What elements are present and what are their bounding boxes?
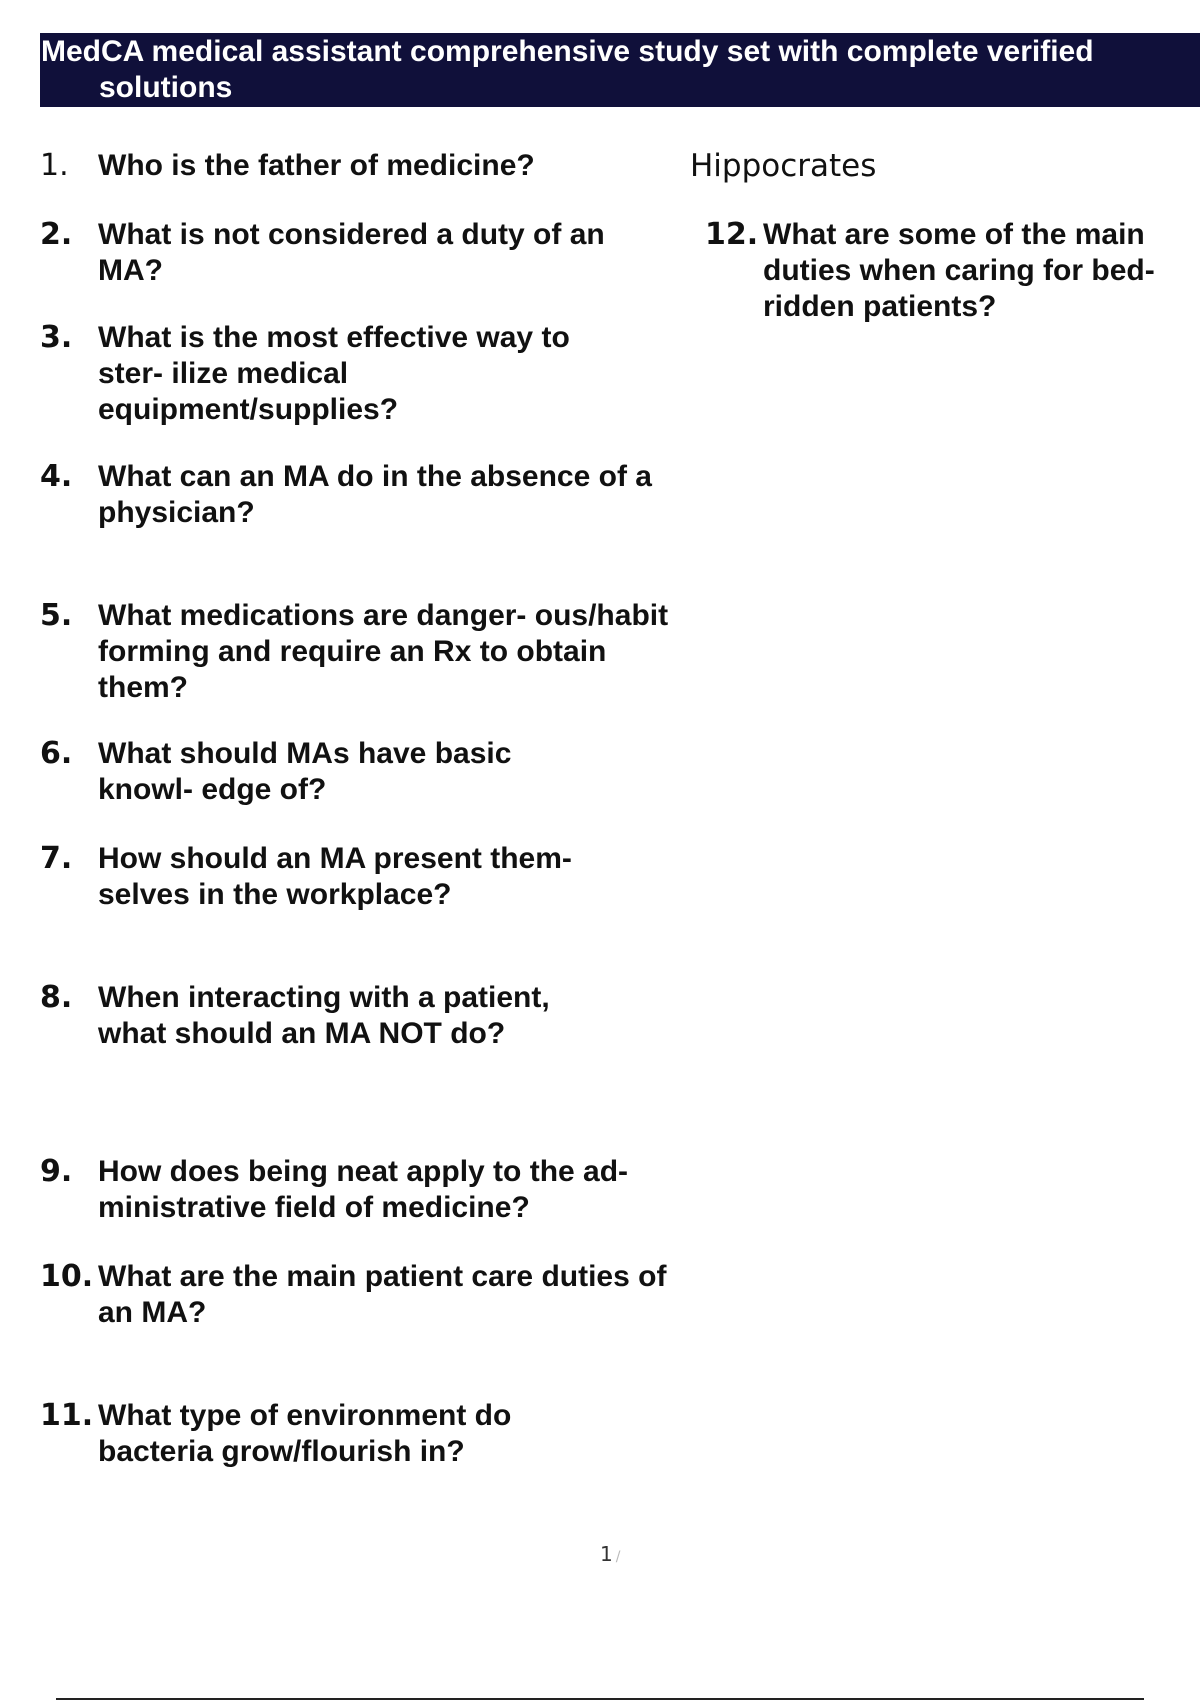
question-item-3 [40,320,680,428]
question-text: What is the most effective way to ster- ilize medical equipment/supplies? [98,321,570,426]
question-text: What should MAs have basic knowl- edge of? [98,737,512,806]
question-number: 1. [40,148,69,183]
question-item-5 [40,598,680,706]
question-text: What type of environment do bacteria grow/flourish in? [98,1399,512,1468]
question-item-9 [40,1154,680,1226]
question-number: 12. [705,217,759,252]
question-text: What are some of the main duties when caring for bed- ridden patients? [763,218,1155,323]
question-text: Who is the father of medicine? [98,149,535,182]
question-number: 2. [40,217,73,252]
question-number: 11. [40,1398,94,1433]
question-text: How should an MA present them- selves in the workplace? [98,842,572,911]
question-item-10 [40,1259,680,1331]
question-item-7 [40,841,680,913]
question-number: 10. [40,1259,94,1294]
question-item-2 [40,217,680,289]
document-title-continuation: solutions [99,71,233,104]
question-number: 9. [40,1154,73,1189]
answer-text-1: Hippocrates [690,148,877,184]
question-item-12 [705,217,1195,325]
question-number: 6. [40,736,73,771]
question-text: When interacting with a patient, what should an MA NOT do? [98,981,550,1050]
question-number: 7. [40,841,73,876]
question-item-4 [40,459,680,531]
question-text: What can an MA do in the absence of a physician? [98,460,652,529]
question-item-11 [40,1398,680,1470]
question-item-1 [40,148,680,184]
question-number: 4. [40,459,73,494]
question-text: What is not considered a duty of an MA? [98,218,605,287]
page-number-value: 1 [600,1542,613,1566]
document-title-banner [40,33,1200,107]
page-number-separator: / [615,1549,621,1565]
question-number: 8. [40,980,73,1015]
question-item-6 [40,736,680,808]
page-number [600,1542,620,1569]
question-text: What medications are danger- ous/habit forming and require an Rx to obtain them? [98,599,669,704]
question-number: 5. [40,598,73,633]
question-text: How does being neat apply to the ad- ministrative field of medicine? [98,1155,629,1224]
question-item-8 [40,980,680,1052]
document-title: MedCA medical assistant comprehensive study set with complete verified [41,35,1094,68]
question-text: What are the main patient care duties of an MA? [98,1260,667,1329]
question-number: 3. [40,320,73,355]
